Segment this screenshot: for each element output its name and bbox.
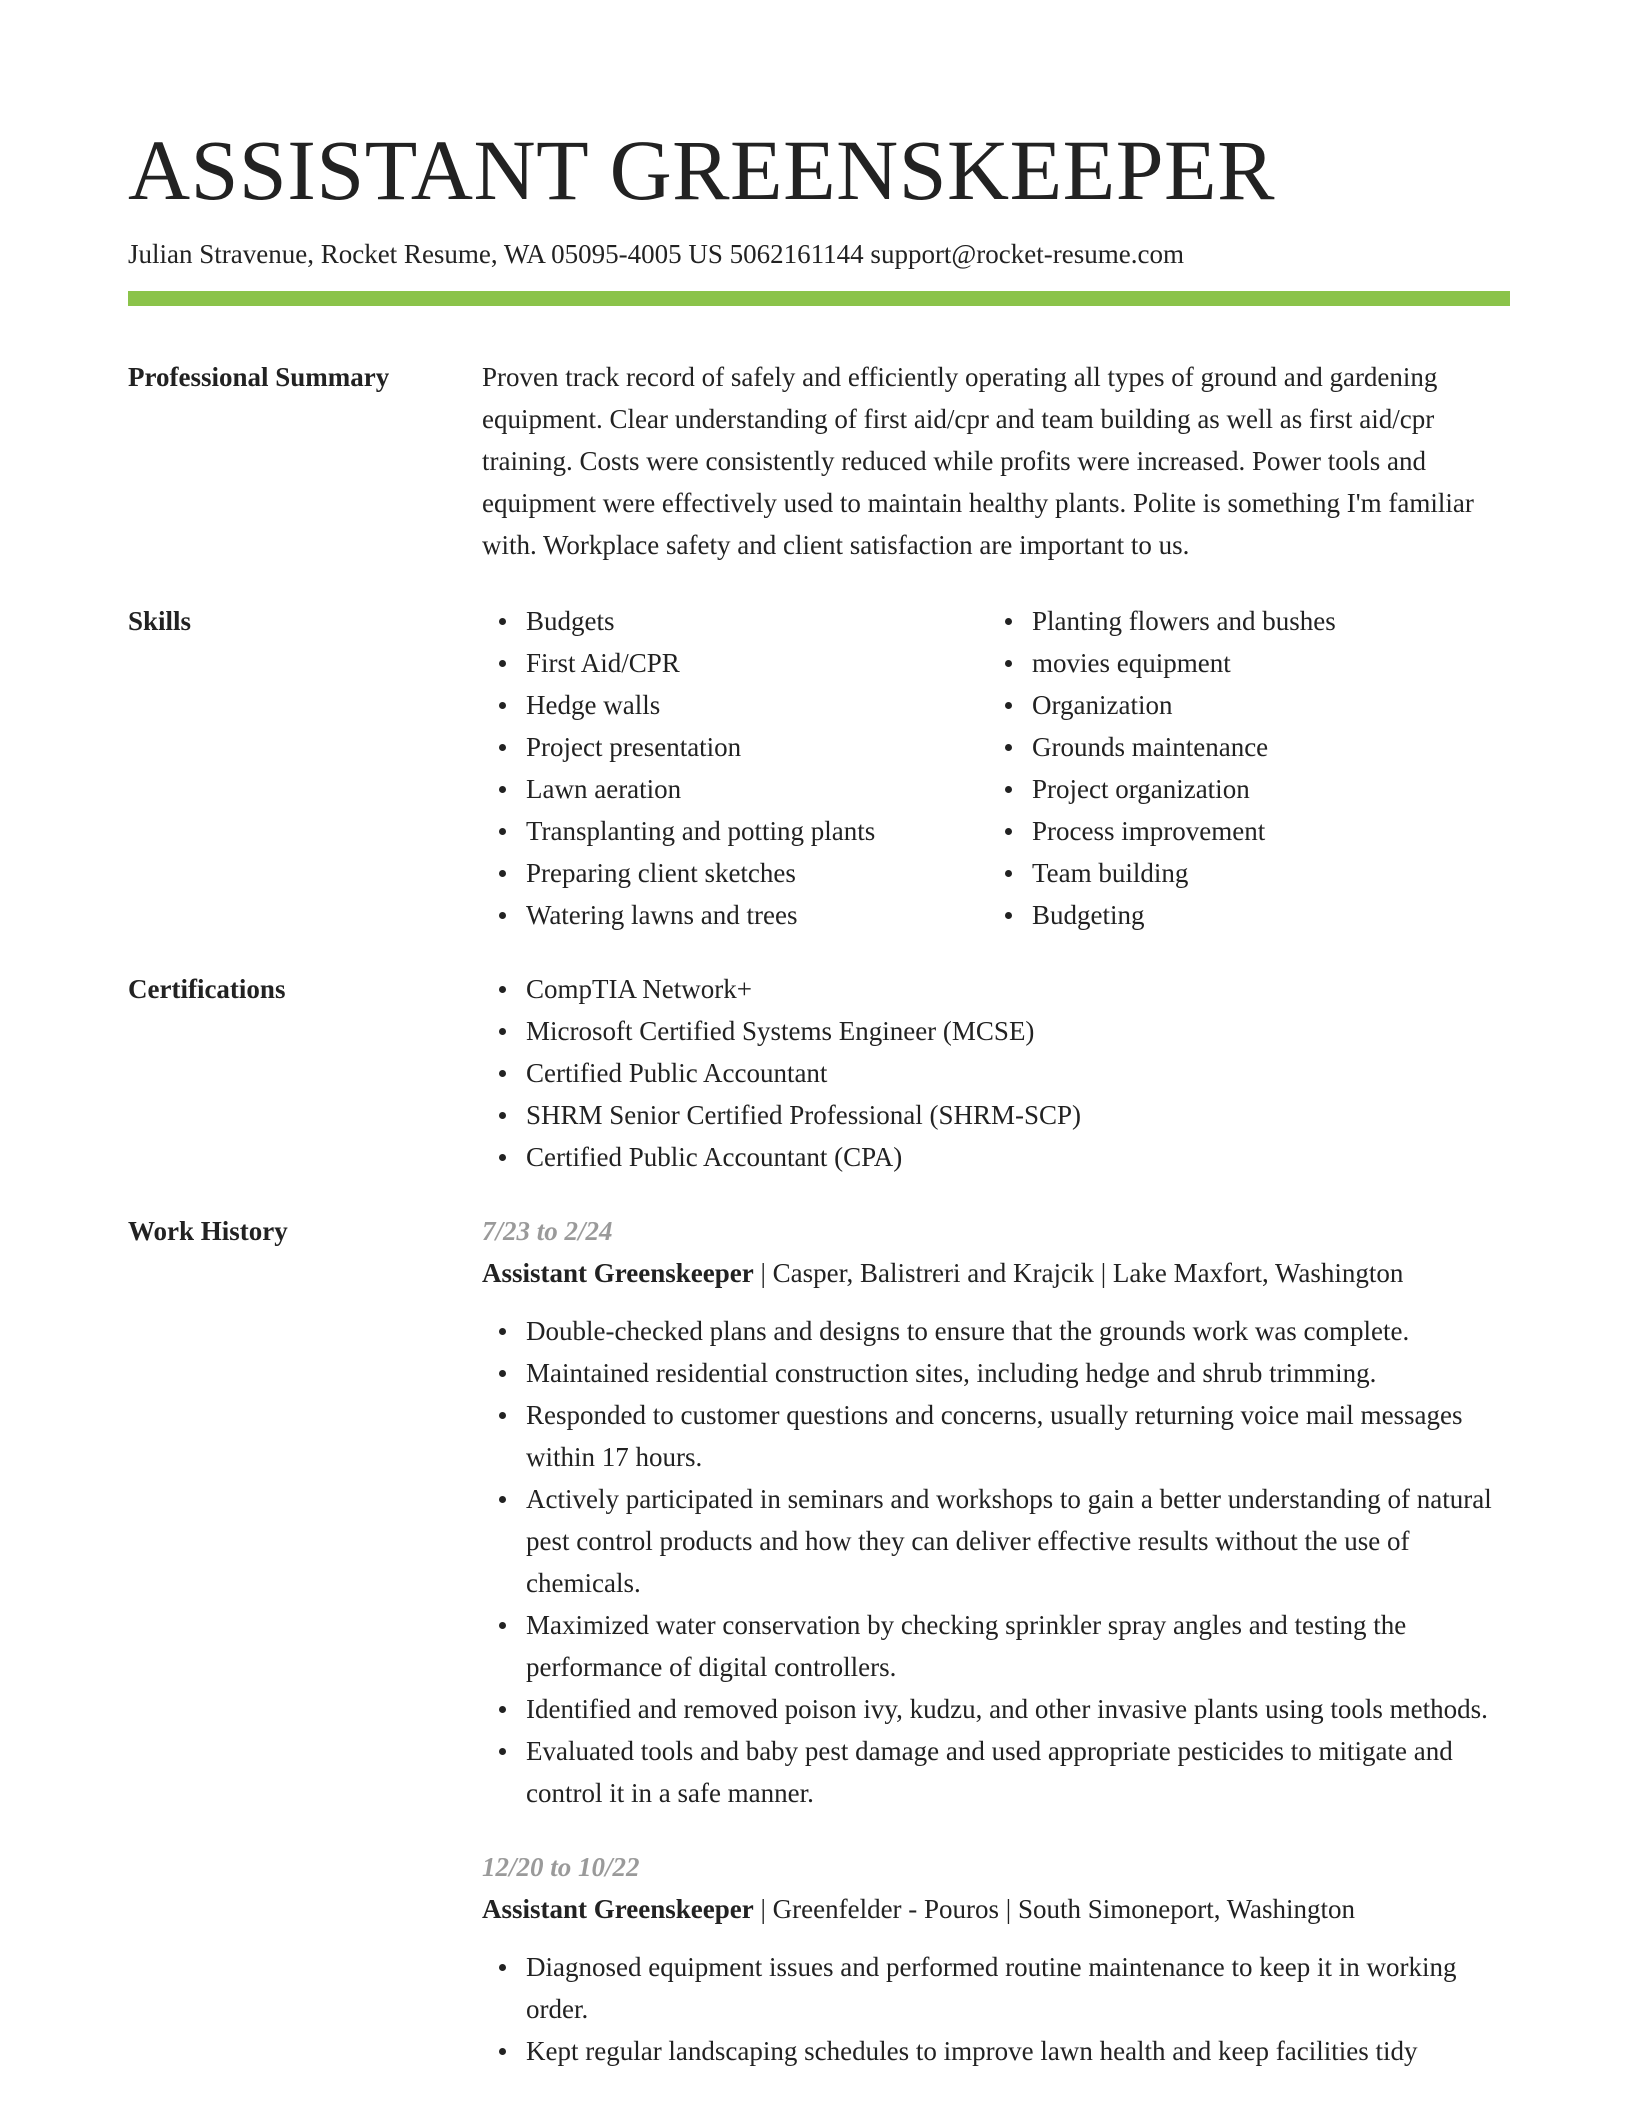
job-duty: Maintained residential construction sites, including hedge and shrub trimming. xyxy=(482,1352,1510,1394)
summary-text: Proven track record of safely and efficiently operating all types of ground and gardening equipment. Clear understanding of first aid/cpr and team building as well as first aid/cpr training. Costs were consistently reduced while profits were increased. Power tools and equipment were effectively used to maintain healthy plants. Polite is something I'm familiar with. Workplace safety and client satisfaction are important to us. xyxy=(482,362,1474,560)
skill-item: First Aid/CPR xyxy=(482,642,988,684)
job-duty: Identified and removed poison ivy, kudzu, and other invasive plants using tools methods. xyxy=(482,1688,1510,1730)
summary-heading: Professional Summary xyxy=(128,362,390,392)
certification-item: Microsoft Certified Systems Engineer (MCSE) xyxy=(482,1010,1510,1052)
job-duty: Double-checked plans and designs to ensure that the grounds work was complete. xyxy=(482,1310,1510,1352)
job-employer-location: | Greenfelder - Pouros | South Simoneport, Washington xyxy=(753,1894,1356,1924)
job-duty: Kept regular landscaping schedules to improve lawn health and keep facilities tidy xyxy=(482,2030,1510,2072)
job-duty: Evaluated tools and baby pest damage and used appropriate pesticides to mitigate and control it in a safe manner. xyxy=(482,1730,1510,1814)
certifications-list xyxy=(482,968,1510,1178)
job-title-line xyxy=(482,1888,1510,1930)
skill-item: Budgets xyxy=(482,600,988,642)
skill-item: Preparing client sketches xyxy=(482,852,988,894)
skill-item: Watering lawns and trees xyxy=(482,894,988,936)
job-duty: Diagnosed equipment issues and performed routine maintenance to keep it in working order. xyxy=(482,1946,1510,2030)
summary-section xyxy=(128,356,1510,566)
certification-item: Certified Public Accountant (CPA) xyxy=(482,1136,1510,1178)
skill-item: Budgeting xyxy=(988,894,1494,936)
resume-page xyxy=(128,120,1510,2072)
skill-item: Transplanting and potting plants xyxy=(482,810,988,852)
certifications-heading: Certifications xyxy=(128,974,286,1004)
job-duty: Actively participated in seminars and workshops to gain a better understanding of natural pest control products and how they can deliver effective results without the use of chemicals. xyxy=(482,1478,1510,1604)
skill-item: Team building xyxy=(988,852,1494,894)
job-duties-list xyxy=(482,1946,1510,2072)
work-history-heading: Work History xyxy=(128,1216,288,1246)
job-entry xyxy=(482,1210,1510,1814)
contact-line: Julian Stravenue, Rocket Resume, WA 05095-4005 US 5062161144 support@rocket-resume.com xyxy=(128,239,1184,269)
certification-item: CompTIA Network+ xyxy=(482,968,1510,1010)
job-duty: Maximized water conservation by checking sprinkler spray angles and testing the performance of digital controllers. xyxy=(482,1604,1510,1688)
header-divider xyxy=(128,291,1510,306)
certifications-section xyxy=(128,968,1510,1178)
skills-columns xyxy=(482,600,1510,936)
work-history-section xyxy=(128,1210,1510,2072)
skill-item: Organization xyxy=(988,684,1494,726)
skill-item: Project organization xyxy=(988,768,1494,810)
skill-item: Lawn aeration xyxy=(482,768,988,810)
skills-list-left xyxy=(482,600,988,936)
job-duties-list xyxy=(482,1310,1510,1814)
job-entry xyxy=(482,1846,1510,2072)
job-duty: Responded to customer questions and concerns, usually returning voice mail messages within 17 hours. xyxy=(482,1394,1510,1478)
job-dates: 12/20 to 10/22 xyxy=(482,1852,640,1882)
skill-item: Grounds maintenance xyxy=(988,726,1494,768)
skill-item: Planting flowers and bushes xyxy=(988,600,1494,642)
certifications-body xyxy=(482,968,1510,1178)
job-employer-location: | Casper, Balistreri and Krajcik | Lake Maxfort, Washington xyxy=(753,1258,1404,1288)
work-history-body xyxy=(482,1210,1510,2072)
skill-item: movies equipment xyxy=(988,642,1494,684)
certification-item: SHRM Senior Certified Professional (SHRM-SCP) xyxy=(482,1094,1510,1136)
skills-section xyxy=(128,600,1510,936)
skill-item: Hedge walls xyxy=(482,684,988,726)
resume-title: ASSISTANT GREENSKEEPER xyxy=(128,122,1275,218)
certification-item: Certified Public Accountant xyxy=(482,1052,1510,1094)
skills-heading: Skills xyxy=(128,606,192,636)
job-dates: 7/23 to 2/24 xyxy=(482,1216,613,1246)
job-role: Assistant Greenskeeper xyxy=(482,1894,754,1924)
skills-list-right xyxy=(988,600,1494,936)
job-title-line xyxy=(482,1252,1510,1294)
job-role: Assistant Greenskeeper xyxy=(482,1258,754,1288)
skill-item: Project presentation xyxy=(482,726,988,768)
skill-item: Process improvement xyxy=(988,810,1494,852)
